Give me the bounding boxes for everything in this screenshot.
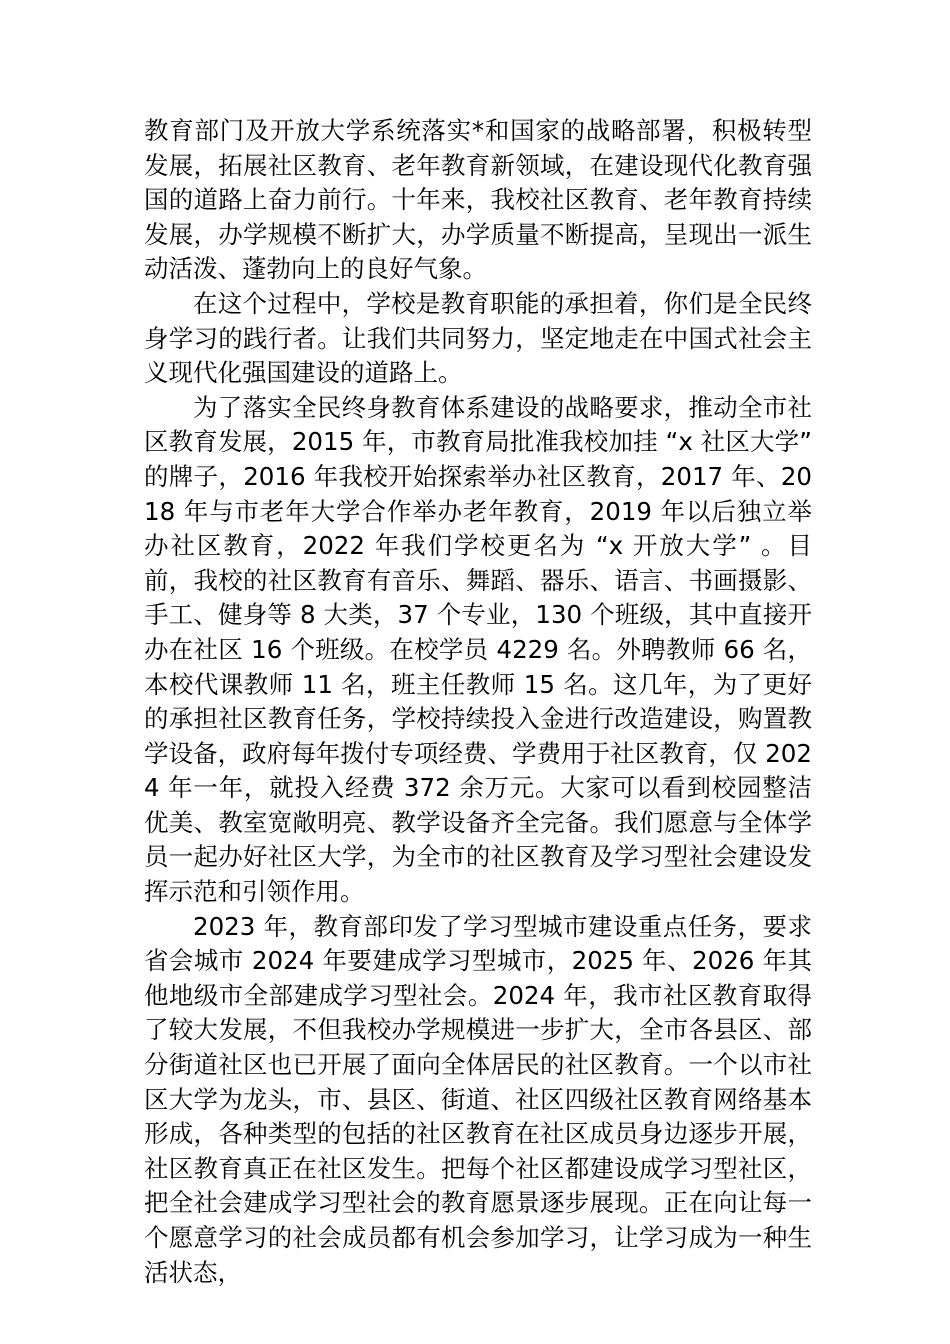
paragraph-learning-city: 2023 年，教育部印发了学习型城市建设重点任务，要求省会城市 2024 年要建成学习型城市，2025 年、2026 年其他地级市全部建成学习型社会。2024 年，我市社区教育取得了较大发展，不但我校办学规模进一步扩大，全市各县区、部分街道社区也已开展了面向全体居民的社区教育。一个以市社区大学为龙头，市、县区、街道、社区四级社区教育网络基本形成，各种类型的包括的社区教育在社区成员身边逐步开展，社区教育真正在社区发生。把每个社区都建设成学习型社区，把全社会建成学习型社会的教育愿景逐步展现。正在向让每一个愿意学习的社会成员都有机会参加学习，让学习成为一种生活状态， xyxy=(144,911,812,1287)
paragraph-continuation: 教育部门及开放大学系统落实*和国家的战略部署，积极转型发展，拓展社区教育、老年教育新领域，在建设现代化教育强国的道路上奋力前行。十年来，我校社区教育、老年教育持续发展，办学规模不断扩大，办学质量不断提高，呈现出一派生动活泼、蓬勃向上的良好气象。 xyxy=(144,116,812,284)
paragraph-history: 为了落实全民终身教育体系建设的战略要求，推动全市社区教育发展，2015 年，市教育局批准我校加挂 “x 社区大学” 的牌子，2016 年我校开始探索举办社区教育，2017 年、2018 年与市老年大学合作举办老年教育，2019 年以后独立举办社区教育，2022 年我们学校更名为 “x 开放大学” 。目前，我校的社区教育有音乐、舞蹈、器乐、语言、书画摄影、手工、健身等 8 大类，37 个专业，130 个班级，其中直接开办在社区 16 个班级。在校学员 4229 名。外聘教师 66 名，本校代课教师 11 名，班主任教师 15 名。这几年，为了更好的承担社区教育任务，学校持续投入金进行改造建设，购置教学设备，政府每年拨付专项经费、学费用于社区教育，仅 2024 年一年，就投入经费 372 余万元。大家可以看到校园整洁优美、教室宽敞明亮、教学设备齐全完备。我们愿意与全体学员一起办好社区大学，为全市的社区教育及学习型社会建设发挥示范和引领作用。 xyxy=(144,392,812,907)
paragraph-roles: 在这个过程中，学校是教育职能的承担着，你们是全民终身学习的践行者。让我们共同努力，坚定地走在中国式社会主义现代化强国建设的道路上。 xyxy=(144,288,812,388)
document-body xyxy=(144,114,812,1290)
